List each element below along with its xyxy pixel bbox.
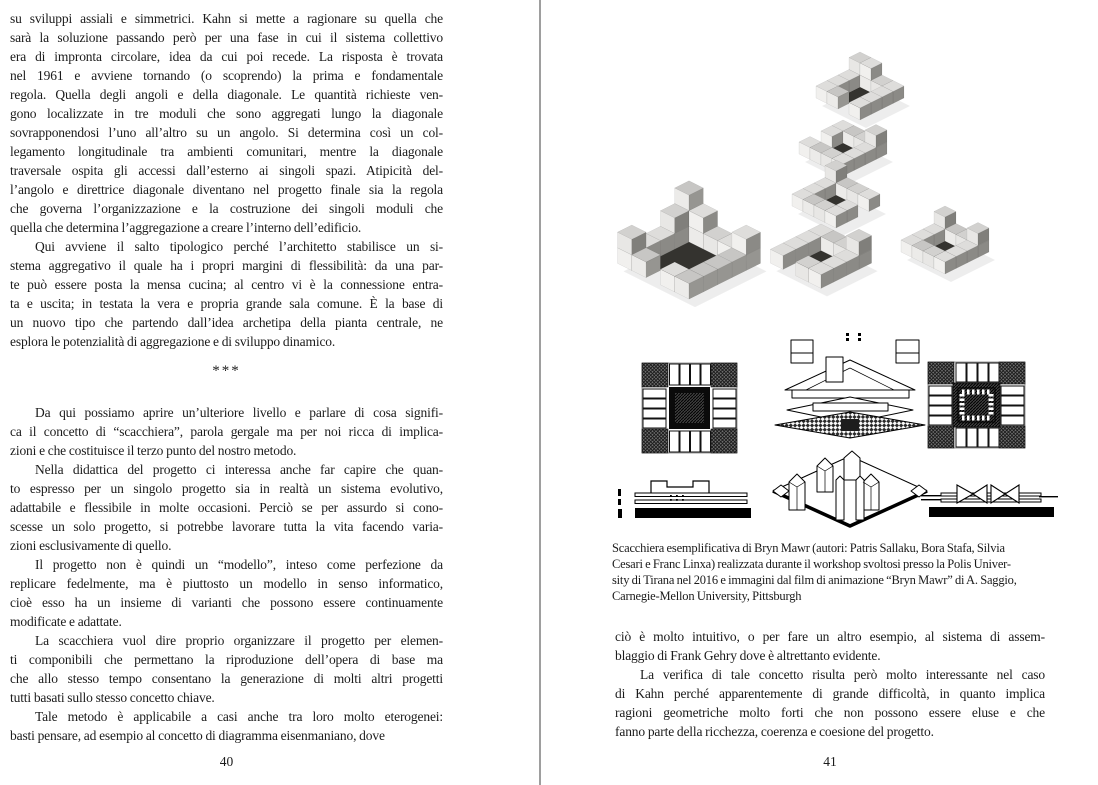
plan-diagram-left: [642, 363, 737, 453]
text-line: legamento longitudinale tra ambienti comunitari, mentre la diagonale: [10, 144, 443, 159]
text-line: La scacchiera vuol dire proprio organizzare il progetto per elemen-: [35, 633, 443, 648]
left-paragraphs-bottom: [10, 403, 443, 745]
text-line: tutti basati sullo stesso concetto chiave.: [10, 690, 215, 705]
text-line: era di impronta circolare, idea da cui poi recede. La risposta è trovata: [10, 49, 443, 64]
text-line: ragioni geometriche molto forti che non possono essere eluse e che: [615, 705, 1045, 720]
section-diagram-left: [618, 481, 751, 518]
text-line: scesse un solo progetto, si potrebbe lavorare tutta la vita facendo varia-: [10, 519, 443, 534]
text-line: quella che determina l’aggregazione a creare l’interno dell’edificio.: [10, 220, 362, 235]
text-line: cioè esso ha un insieme di varianti che possono essere continuamente: [10, 595, 443, 610]
paragraph: [10, 460, 443, 555]
paragraph: [615, 665, 1045, 741]
text-line: adattabile e flessibile in molte occasioni. Perciò se per assurdo si cono-: [10, 500, 443, 515]
caption-line: Carnegie-Mellon University, Pittsburgh: [612, 589, 802, 603]
text-line: che allo stesso tempo consentano la generazione di molti altri progetti: [10, 671, 443, 686]
text-line: su sviluppi assiali e simmetrici. Kahn si mette a ragionare su quella che: [10, 11, 443, 26]
text-line: basti pensare, ad esempio al concetto di diagramma eisenmaniano, dove: [10, 728, 385, 743]
text-line: gono localizzate in tre moduli che sono aggregati lungo la diagonale: [10, 106, 443, 121]
left-page: [0, 0, 539, 785]
right-page: [549, 0, 1098, 785]
text-line: sovrapponendosi l’uno all’altro su un angolo. Si determina così un col-: [10, 125, 443, 140]
figure-caption: [612, 540, 1057, 604]
text-line: modificate e adattate.: [10, 614, 122, 629]
paragraph: [10, 555, 443, 631]
text-line: ciò è molto intuitivo, o per fare un altro esempio, al sistema di assem-: [615, 629, 1045, 644]
paragraph: [10, 707, 443, 745]
right-text-column: [615, 627, 1045, 741]
caption-line: Scacchiera esemplificativa di Bryn Mawr (autori: Patris Sallaku, Bora Stafa, Silvia: [612, 541, 1005, 555]
paragraph: [615, 627, 1045, 665]
text-line: replicare fedelmente, ma è piuttosto un modello in senso informatico,: [10, 576, 443, 591]
page-gutter-divider: [539, 0, 541, 785]
text-line: l’angolo e direttrice diagonale diventano nel progetto finale sia la regola: [10, 182, 443, 197]
text-line: che governa l’organizzazione e la costruzione dei singoli moduli che: [10, 201, 443, 216]
text-line: Tale metodo è applicabile a casi anche tra loro molto eterogenei:: [35, 709, 443, 724]
text-line: nel 1961 e avviene tornando (o scoprendo) la prima e fondamentale: [10, 68, 443, 83]
paragraph: [10, 403, 443, 460]
text-line: zioni e che costituisce il terzo punto del nostro metodo.: [10, 443, 297, 458]
text-line: Il progetto non è quindi un “modello”, inteso come perfezione da: [35, 557, 443, 572]
text-line: La verifica di tale concetto risulta però molto interessante nel caso: [640, 667, 1045, 682]
page-number-left: 40: [219, 754, 234, 769]
section-diagram-right: [921, 485, 1058, 517]
paragraph: [10, 631, 443, 707]
caption-line: sity di Tirana nel 2016 e immagini dal film di animazione “Bryn Mawr” di A. Saggio,: [612, 573, 1017, 587]
text-line: te può essere posta la mensa cucina; al centro vi è la connessione entra-: [10, 277, 443, 292]
text-line: to espresso per un singolo progetto sia in realtà un sistema evolutivo,: [10, 481, 443, 496]
text-line: esplora le potenzialità di aggregazione e di sviluppo dinamico.: [10, 334, 336, 349]
text-line: di Kahn perché apparentemente di grande difficoltà, in quanto implica: [615, 686, 1045, 701]
exploded-axonometric-diagram: [773, 333, 927, 526]
cube-model-photo: [549, 0, 1098, 345]
cube-model-group: [618, 52, 996, 307]
plan-diagram-right: [928, 362, 1025, 448]
text-line: blaggio di Frank Gehry dove è altrettanto evidente.: [615, 648, 881, 663]
paragraph: [10, 237, 443, 351]
text-line: regola. Quella degli angoli e della diagonale. Le quantità richieste ven-: [10, 87, 443, 102]
text-line: fanno parte della ricchezza, coerenza e coesione del progetto.: [615, 724, 934, 739]
text-line: Qui avviene il salto tipologico perché l’architetto stabilisce un si-: [35, 239, 443, 254]
text-line: stema aggregativo il quale ha i propri margini di flessibilità: da una par-: [10, 258, 443, 273]
section-separator: ***: [212, 363, 241, 379]
left-paragraphs-top: [10, 9, 443, 351]
left-text-column: [10, 9, 443, 745]
paragraph: [10, 9, 443, 237]
text-line: traversale ospita gli accessi dall’esterno ai singoli spazi. Atipicità del-: [10, 163, 443, 178]
text-line: zioni esclusivamente di quello.: [10, 538, 172, 553]
text-line: Nella didattica del progetto ci interessa anche far capire che quan-: [35, 462, 443, 477]
text-line: ti componibili che permettano la riproduzione dell’opera di base ma: [10, 652, 443, 667]
text-line: un nuovo tipo che partendo dall’idea archetipa della pianta centrale, ne: [10, 315, 443, 330]
caption-line: Cesari e Franc Linxa) realizzata durante il workshop svoltosi presso la Polis Univer-: [612, 557, 1011, 571]
text-line: ta e uscita; in testata la vera e propria grande sala comune. È la base di: [10, 296, 443, 311]
figure-diagrams: [549, 330, 1098, 555]
page-number-right: 41: [823, 754, 837, 769]
text-line: ca il concetto di “scacchiera”, parola gergale ma per noi ricca di implica-: [10, 424, 443, 439]
text-line: sarà la soluzione passando però per una fase in cui il sistema collettivo: [10, 30, 443, 45]
text-line: Da qui possiamo aprire un’ulteriore livello e parlare di cosa signifi-: [35, 405, 443, 420]
